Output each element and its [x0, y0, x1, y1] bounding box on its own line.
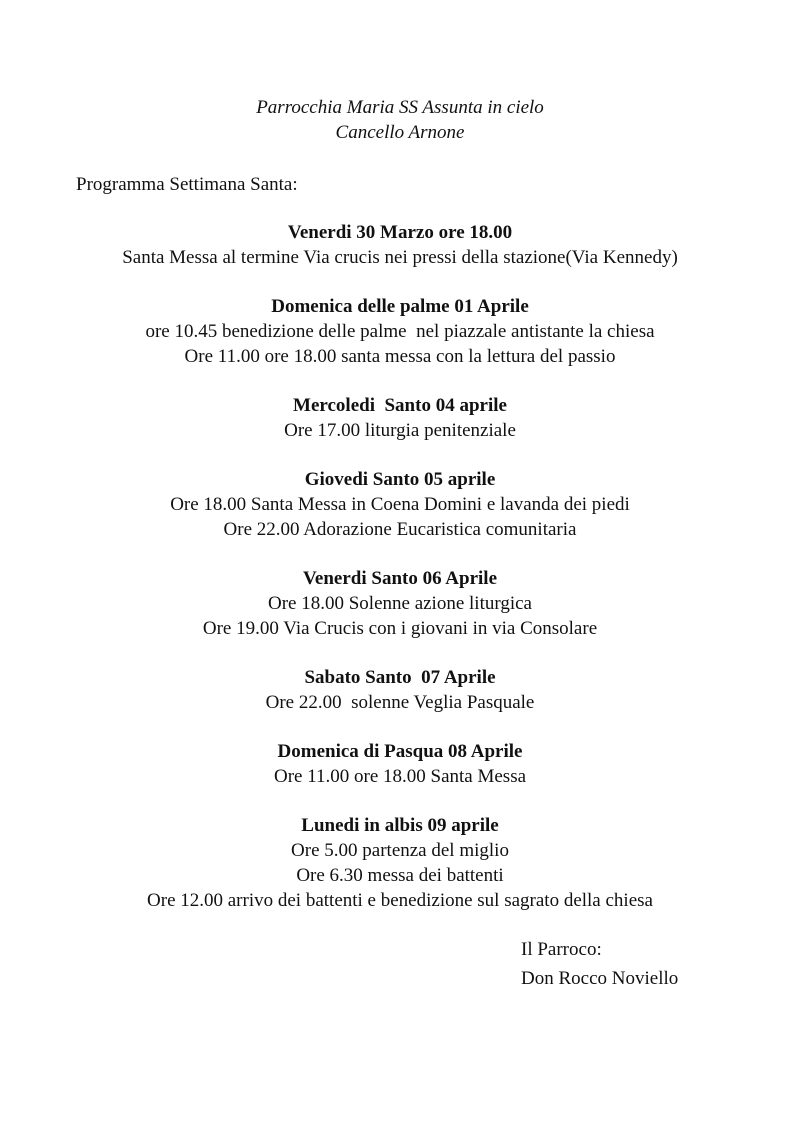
event-block — [0, 294, 800, 369]
event-block — [0, 220, 800, 270]
parish-header — [0, 95, 800, 145]
event-line: Ore 18.00 Santa Messa in Coena Domini e lavanda dei piedi — [170, 494, 630, 515]
event-line: Ore 6.30 messa dei battenti — [296, 865, 504, 886]
event-block — [0, 393, 800, 443]
event-line: Ore 11.00 ore 18.00 santa messa con la lettura del passio — [184, 346, 616, 367]
program-intro: Programma Settimana Santa: — [76, 174, 298, 195]
event-list — [0, 220, 800, 937]
event-line: Ore 19.00 Via Crucis con i giovani in via Consolare — [202, 618, 598, 639]
event-line: Santa Messa al termine Via crucis nei pressi della stazione(Via Kennedy) — [122, 247, 678, 268]
event-line: Ore 18.00 Solenne azione liturgica — [268, 593, 532, 614]
event-title: Giovedi Santo 05 aprile — [304, 469, 496, 490]
event-block — [0, 739, 800, 789]
event-line: ore 10.45 benedizione delle palme nel piazzale antistante la chiesa — [145, 321, 655, 342]
signature-block — [521, 935, 678, 993]
event-line: Ore 5.00 partenza del miglio — [291, 840, 509, 861]
town-name: Cancello Arnone — [335, 122, 465, 143]
event-title: Lunedi in albis 09 aprile — [301, 815, 499, 836]
event-block — [0, 665, 800, 715]
signature-role: Il Parroco: — [521, 939, 602, 960]
event-block — [0, 566, 800, 641]
event-line: Ore 22.00 solenne Veglia Pasquale — [265, 692, 535, 713]
event-line: Ore 17.00 liturgia penitenziale — [284, 420, 516, 441]
event-title: Domenica di Pasqua 08 Aprile — [277, 741, 523, 762]
parish-name: Parrocchia Maria SS Assunta in cielo — [256, 97, 544, 118]
event-title: Mercoledi Santo 04 aprile — [293, 395, 507, 416]
event-line: Ore 11.00 ore 18.00 Santa Messa — [273, 766, 527, 787]
event-title: Sabato Santo 07 Aprile — [304, 667, 496, 688]
event-title: Venerdi Santo 06 Aprile — [302, 568, 498, 589]
event-title: Domenica delle palme 01 Aprile — [271, 296, 529, 317]
event-block — [0, 467, 800, 542]
event-line: Ore 22.00 Adorazione Eucaristica comunitaria — [223, 519, 577, 540]
signature-name: Don Rocco Noviello — [521, 968, 679, 989]
event-title: Venerdi 30 Marzo ore 18.00 — [287, 222, 513, 243]
event-line: Ore 12.00 arrivo dei battenti e benedizione sul sagrato della chiesa — [147, 890, 653, 911]
event-block — [0, 813, 800, 913]
